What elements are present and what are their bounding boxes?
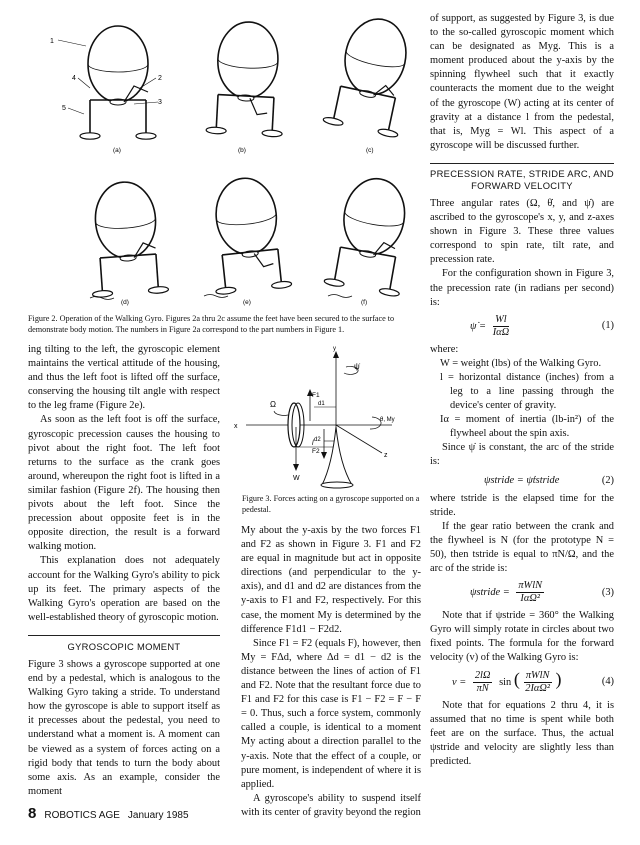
- panel-c: [323, 12, 418, 138]
- right-paragraph-2: Three angular rates (Ω, θ̇, and ψ̇) are ascribed to the gyroscope's x, y, and z-axes shown in Figure 3. These three values correspond to spin rate, tilt rate, and precession rate.: [430, 197, 614, 266]
- panel-b: [206, 20, 288, 137]
- right-paragraph-6: If the gear ratio between the crank and the flywheel is N (for the prototype N = 50), then tstride is equal to πN/Ω, and the arc of the stride is:: [430, 520, 614, 575]
- fig3-label-omega: Ω: [270, 400, 276, 409]
- middle-paragraph-2: Since F1 = F2 (equals F), however, then My = FΔd, where Δd = d1 − d2 is the distance between the lines of action of F1 and F2. Note that the resultant force due to F1 and F2 for this case is F1 − F2 = F − F = 0. Thus, such a force system, commonly called a couple, is identical to a moment My acting about a direction parallel to the y-axis. Note that the effect of a couple, or pure moment, is independent of where it is applied.: [241, 637, 421, 790]
- middle-column: [241, 524, 421, 820]
- right-paragraph-5: where tstride is the elapsed time for the stride.: [430, 492, 614, 518]
- equation-4-denominator: πN: [476, 682, 489, 694]
- fig3-label-d2: d2: [314, 437, 321, 443]
- left-paragraph-1: ing tilting to the left, the gyroscopic element maintains the vertical attitude of the housing, and thus the left foot is lifted off the surface, conserving the housing tilt angle with respect to the leg frame (Figure 2e).: [28, 344, 220, 412]
- left-paragraph-2: As soon as the left foot is off the surface, gyroscopic precession causes the housing to pivot about the right foot. The left foot returns to the surface as the crank goes around, whereupon the right foot is lifted in a similar fashion (Figure 2f). The housing then pivots about the left foot. Since the precession about opposite feet is in the opposite direction, the result is a forward walking motion.: [28, 414, 220, 553]
- middle-paragraph-1: My about the y-axis by the two forces F1 and F2 as shown in Figure 3. F1 and F2 are equal in magnitude but act in opposite directions (and perpendicular to the y-axis), and d1 and d2 are distances from the y-axis to F1 and F2, respectively. For this case, the moment My is determined by the difference F1d1 − F2d2.: [241, 525, 421, 635]
- panel-label-a: (a): [113, 147, 121, 154]
- left-paragraph-3: This explanation does not adequately account for the Walking Gyro's ability to pick up its feet. The primary aspects of the Walking Gyro's operation are based on the well-established theory of gyroscopic motion.: [28, 555, 220, 623]
- fig3-label-f1: F1: [312, 392, 320, 399]
- right-column: [430, 12, 614, 769]
- panel-a: [58, 26, 158, 139]
- equation-3-lhs: ψstride =: [470, 587, 510, 599]
- equation-1-denominator: IαΩ: [492, 326, 510, 338]
- part-5: 5: [62, 105, 66, 112]
- fig3-label-l: l: [312, 440, 314, 447]
- equation-2-body: ψstride = ψ̇tstride: [484, 474, 560, 486]
- panel-label-f: (f): [361, 299, 368, 306]
- equation-4-sin: sin: [499, 676, 512, 688]
- figure-3-caption: Figure 3. Forces acting on a gyroscope supported on a pedestal.: [242, 494, 420, 514]
- part-1: 1: [50, 38, 54, 45]
- panel-label-d: (d): [121, 299, 129, 306]
- panel-label-b: (b): [238, 147, 246, 154]
- equation-4-number: (4): [601, 676, 614, 688]
- equation-2: [430, 474, 614, 488]
- page-footer: [28, 805, 189, 822]
- section-heading-gyroscopic-moment: GYROSCOPIC MOMENT: [28, 635, 220, 654]
- right-paragraph-4: Since ψ̇ is constant, the arc of the stride is:: [430, 442, 614, 468]
- figure-2-drawing: [28, 12, 418, 312]
- section-heading-precession: PRECESSION RATE, STRIDE ARC, AND FORWARD VELOCITY: [430, 163, 614, 193]
- panel-label-c: (c): [366, 147, 374, 154]
- panel-e: [204, 174, 291, 295]
- part-4: 4: [72, 75, 76, 82]
- definition-l: l = horizontal distance (inches) from a leg to a line passing through the device's center of gravity.: [440, 371, 614, 412]
- figure-3-drawing: [232, 345, 422, 495]
- left-paragraph-4: Figure 3 shows a gyroscope supported at one end by a pedestal, which is analogous to the Walking Gyro taking a stride. To understand how the gyroscope is able to support itself as it precesses about the pedestal, you need to understand what a moment is. A moment can be viewed as a system of forces acting on a rigid body that tends to turn the body about some axis. As an example, consider the moment: [28, 658, 220, 797]
- fig3-label-y: y: [333, 346, 336, 352]
- equation-4-lhs: v =: [452, 676, 467, 688]
- fig3-label-w: W: [293, 475, 300, 482]
- fig3-label-f2: F2: [312, 448, 320, 455]
- magazine-name: ROBOTICS AGE: [44, 810, 120, 821]
- issue-date: January 1985: [127, 810, 189, 821]
- equation-3-numerator: πWlN: [518, 580, 543, 592]
- part-3: 3: [158, 99, 162, 106]
- fig3-label-x: x: [234, 423, 238, 430]
- definition-i-alpha: Iα = moment of inertia (lb-in²) of the flywheel about the spin axis.: [440, 414, 614, 440]
- fig3-label-z: z: [384, 452, 388, 459]
- middle-paragraph-3: A gyroscope's ability to suspend itself with its center of gravity beyond the region: [241, 792, 421, 818]
- equation-3-number: (3): [601, 586, 614, 598]
- page-number: 8: [28, 805, 37, 822]
- equation-4: v = $\frac{2l\Omega}{\pi N}$ sin ( $\frac{\text{πWlN}}{\text{2IαΩ²}}$ ) (4): [452, 668, 614, 694]
- definition-w: W = weight (lbs) of the Walking Gyro.: [440, 357, 602, 369]
- equation-2-number: (2): [601, 474, 614, 486]
- fig3-label-theta-my: θ, My: [380, 417, 395, 423]
- where-label: where:: [430, 343, 459, 355]
- equation-4-inner-denominator: 2IαΩ²: [525, 682, 551, 694]
- right-paragraph-1: of support, as suggested by Figure 3, is due to the so-called gyroscopic moment which can be designated as Myg. This is a moment produced about the y-axis by the spinning flywheel such that it exactly counteracts the moment due to the weight of the gyroscope (W) acting at its center of gravity at a distance l from the pedestal, that is, Myg = Wl. This aspect of a gyroscope will be discussed further.: [430, 13, 614, 151]
- panel-d: [85, 180, 169, 298]
- equation-1-number: (1): [601, 320, 614, 332]
- fig3-label-d1: d1: [318, 401, 325, 407]
- figure-2-caption: Figure 2. Operation of the Walking Gyro. Figures 2a thru 2c assume the feet have been secured to the surface to demonstrate body motion. The numbers in Figure 2a correspond to the part numbers in Figure 1.: [28, 314, 395, 334]
- fig3-label-psi: ψ̇: [354, 362, 360, 371]
- equation-4-inner-numerator: πWlN: [525, 669, 550, 681]
- left-column: [28, 343, 220, 799]
- right-paragraph-7: Note that if ψstride = 360° the Walking Gyro will simply rotate in circles about two fixed points. The formula for the forward velocity (v) of the Walking Gyro is:: [430, 610, 614, 664]
- definition-list: [430, 357, 614, 442]
- right-paragraph-8: Note that for equations 2 thru 4, it is assumed that no time is spent while both feet are on the surface. Thus, the actual ψstride and velocity are slightly less than predicted.: [430, 699, 614, 767]
- equation-3: [430, 580, 614, 605]
- equation-4-numerator: 2lΩ: [474, 669, 491, 681]
- equation-1: [430, 314, 614, 339]
- panel-f: [324, 173, 418, 298]
- part-2: 2: [158, 75, 162, 82]
- equation-3-denominator: IαΩ²: [520, 593, 540, 605]
- equation-1-numerator: Wl: [495, 313, 507, 325]
- equation-1-lhs: ψ̇ =: [470, 320, 487, 332]
- panel-label-e: (e): [243, 299, 251, 306]
- right-paragraph-3: For the configuration shown in Figure 3, the precession rate (in radians per second) is:: [430, 268, 614, 308]
